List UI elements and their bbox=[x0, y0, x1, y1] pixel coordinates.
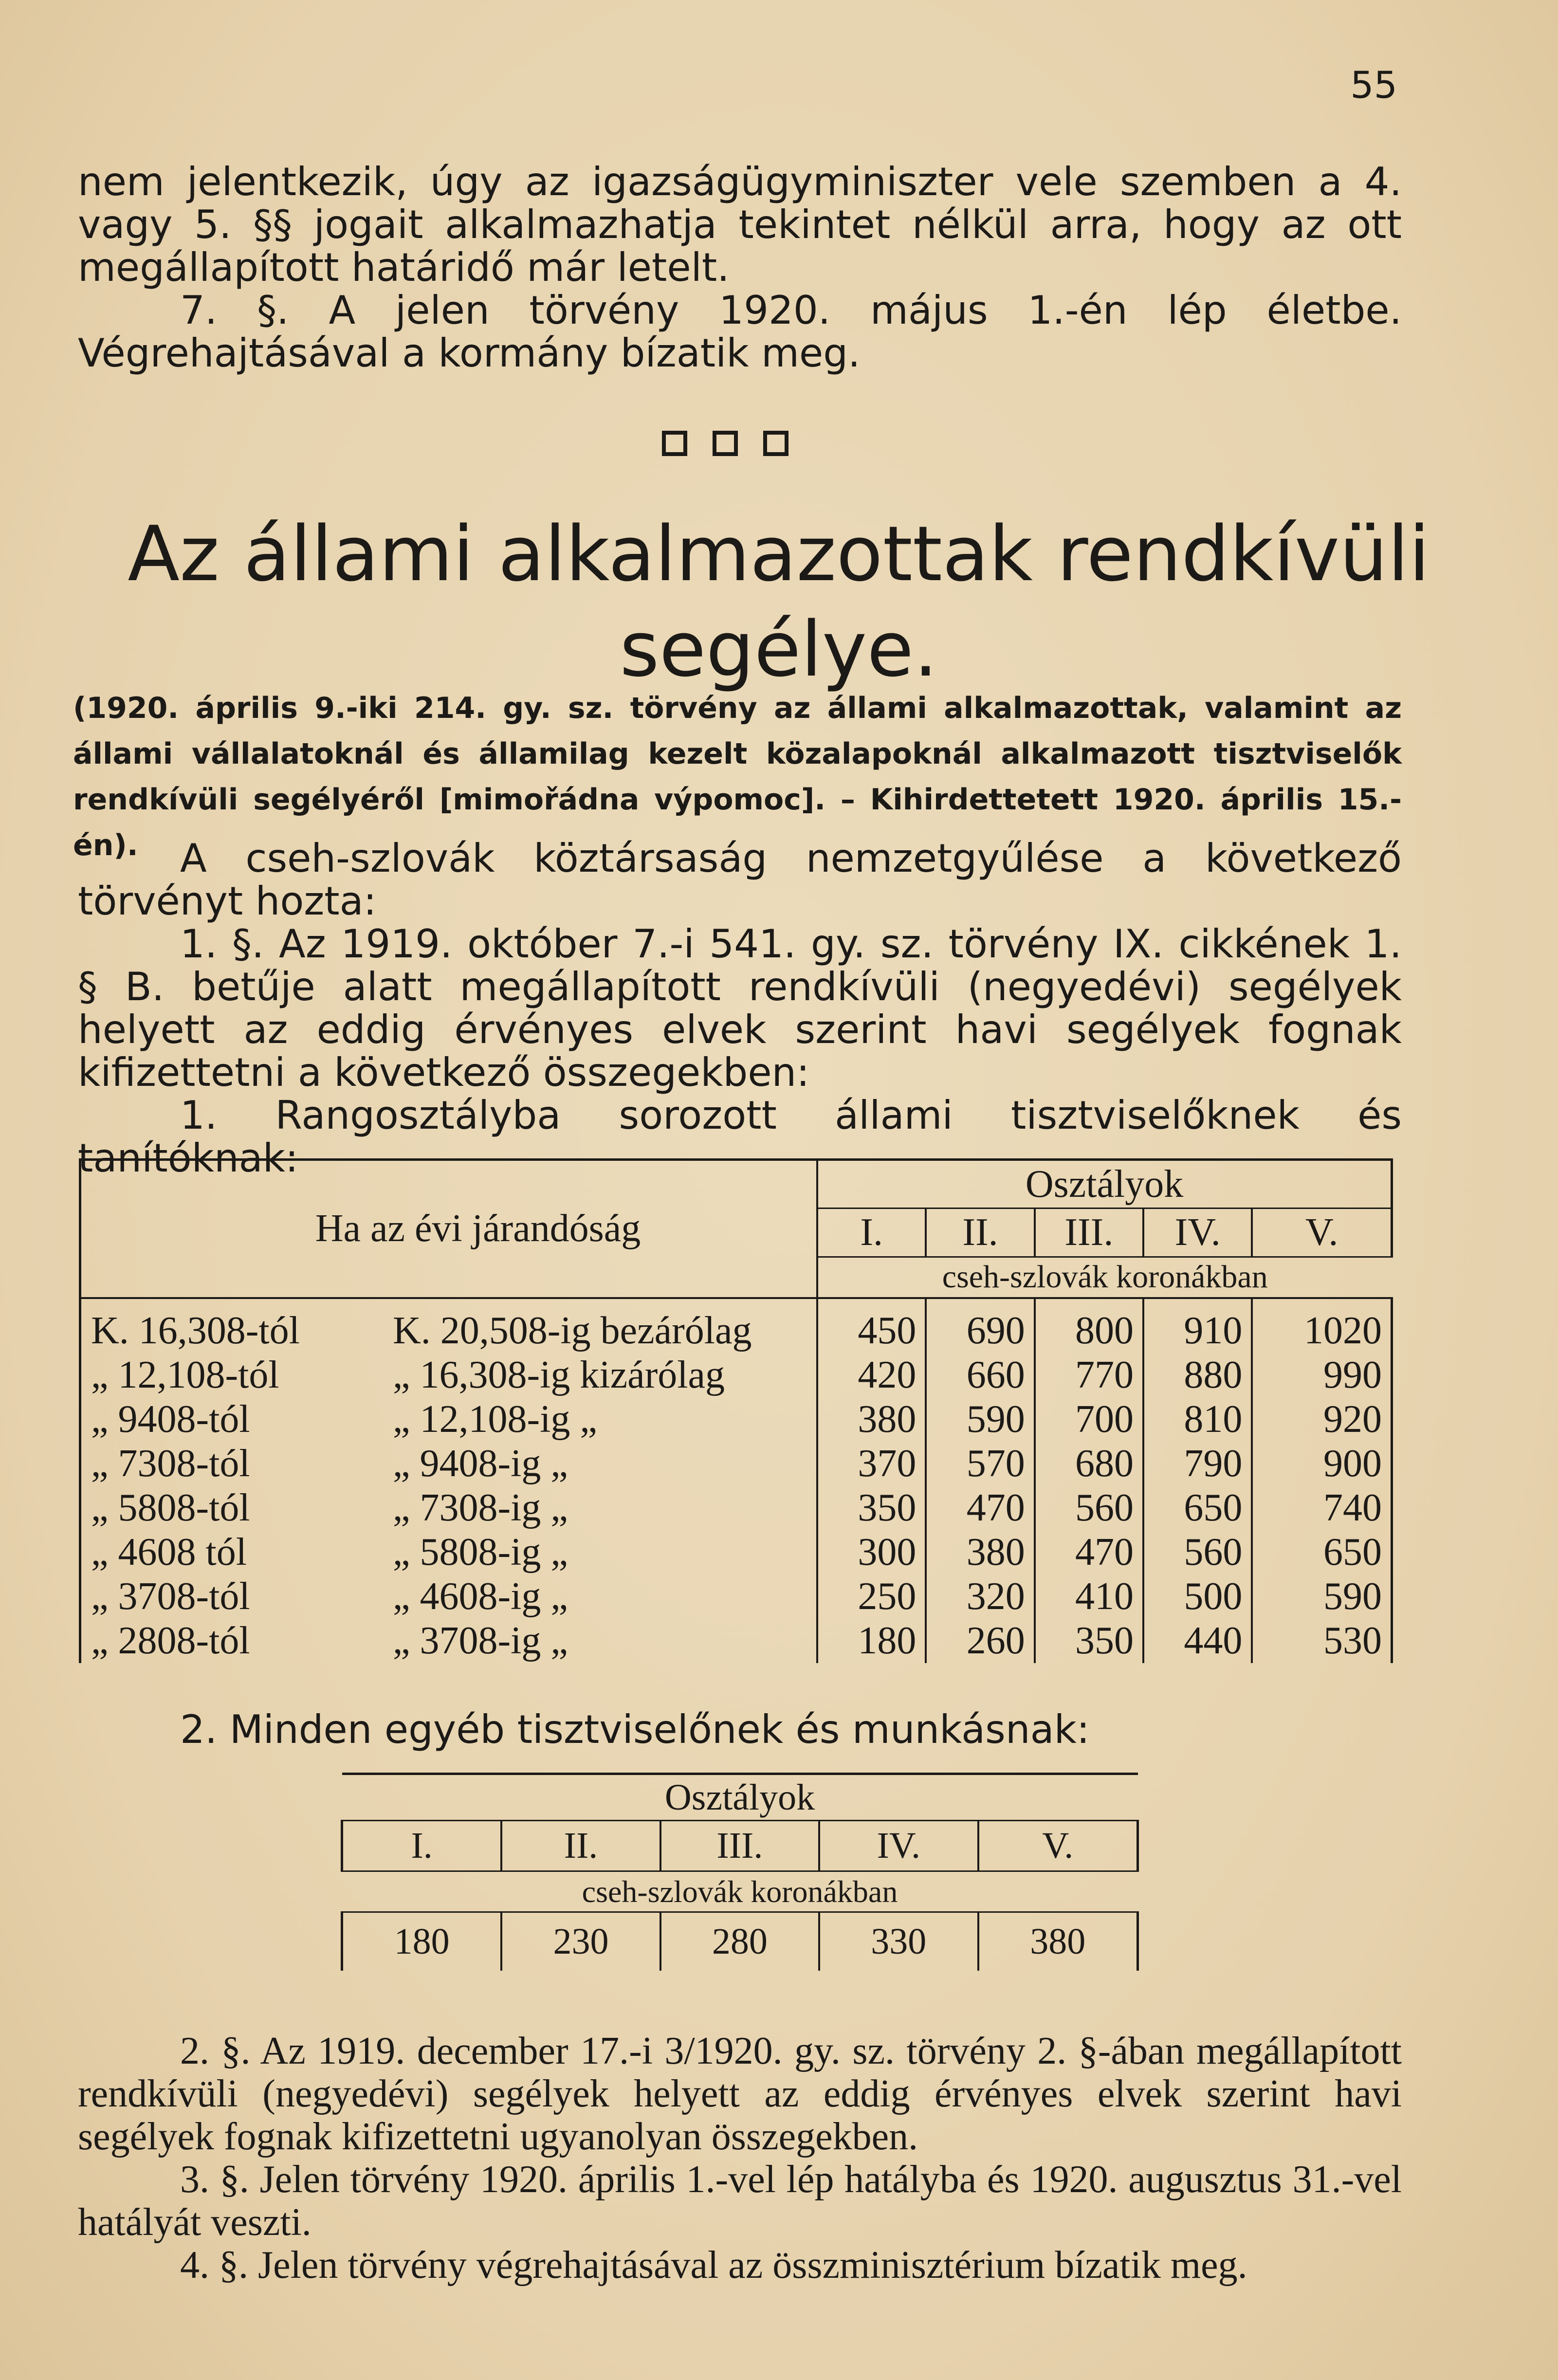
table1-cell: 740 bbox=[1252, 1486, 1392, 1530]
table1-row bbox=[80, 1530, 1392, 1574]
table1-cell: 800 bbox=[1035, 1298, 1143, 1353]
salary-table-ranked bbox=[79, 1158, 1393, 1663]
table1-cell: 380 bbox=[926, 1530, 1034, 1574]
table1-row bbox=[80, 1397, 1392, 1442]
table2-cell: 330 bbox=[819, 1912, 978, 1971]
table1-cell: 560 bbox=[1143, 1530, 1252, 1574]
table1-cell: 180 bbox=[817, 1619, 926, 1663]
table1-income-to: „ 3708-ig „ bbox=[393, 1619, 817, 1663]
table1-cell: 440 bbox=[1143, 1619, 1252, 1663]
table1-income-from: „ 9408-tól bbox=[80, 1397, 393, 1442]
ornament-square bbox=[713, 431, 738, 456]
closing-block bbox=[78, 2030, 1402, 2287]
table1-cell: 530 bbox=[1252, 1619, 1392, 1663]
table1-income-from: „ 5808-tól bbox=[80, 1486, 393, 1530]
table2-class-header: V. bbox=[978, 1821, 1138, 1871]
table1-cell: 880 bbox=[1143, 1353, 1252, 1397]
section-1-paragraph: 1. §. Az 1919. október 7.-i 541. gy. sz. törvény IX. cikkének 1. § B. betűje alatt megállapított rendkívüli (negyedévi) segélyek helyett az eddig érvényes elvek szerint havi segélyek fognak kifizettetni a következő összegekben: bbox=[78, 921, 1402, 1095]
table1-income-from: K. 16,308-tól bbox=[80, 1298, 393, 1353]
table1-unit: cseh-szlovák koronákban bbox=[817, 1257, 1392, 1298]
table1-cell: 260 bbox=[926, 1619, 1034, 1663]
table1-cell: 450 bbox=[817, 1298, 926, 1353]
table1-row bbox=[80, 1298, 1392, 1353]
table1-income-from: „ 3708-tól bbox=[80, 1574, 393, 1619]
table1-header-income: Ha az évi járandóság bbox=[80, 1160, 818, 1298]
table1-income-to: „ 12,108-ig „ bbox=[393, 1397, 817, 1442]
table1-cell: 350 bbox=[1035, 1619, 1143, 1663]
table2-caption: 2. Minden egyéb tisztviselőnek és munkásnak: bbox=[180, 1707, 1090, 1752]
table1-cell: 690 bbox=[926, 1298, 1034, 1353]
table1-cell: 370 bbox=[817, 1442, 926, 1486]
table1-income-to: K. 20,508-ig bezárólag bbox=[393, 1298, 817, 1353]
table1-cell: 470 bbox=[926, 1486, 1034, 1530]
table1-class-header: III. bbox=[1035, 1208, 1143, 1257]
table1-cell: 560 bbox=[1035, 1486, 1143, 1530]
table1-cell: 810 bbox=[1143, 1397, 1252, 1442]
table1-cell: 380 bbox=[817, 1397, 926, 1442]
table2-class-header: III. bbox=[660, 1821, 819, 1871]
table1-caption: 1. Rangosztályba sorozott állami tisztviselőknek és tanítóknak: bbox=[78, 1093, 1402, 1181]
table2-header-group: Osztályok bbox=[342, 1774, 1138, 1821]
table2-class-header: I. bbox=[342, 1821, 502, 1871]
table2-cell: 280 bbox=[660, 1912, 819, 1971]
preamble-paragraph: A cseh-szlovák köztársaság nemzetgyűlése a következő törvényt hozta: bbox=[78, 836, 1402, 924]
page-number: 55 bbox=[1350, 63, 1397, 107]
table1-cell: 650 bbox=[1252, 1530, 1392, 1574]
table1-cell: 910 bbox=[1143, 1298, 1252, 1353]
table1-cell: 770 bbox=[1035, 1353, 1143, 1397]
table1-income-from: „ 2808-tól bbox=[80, 1619, 393, 1663]
table1-cell: 990 bbox=[1252, 1353, 1392, 1397]
table1-cell: 1020 bbox=[1252, 1298, 1392, 1353]
section-7-paragraph: 7. §. A jelen törvény 1920. május 1.-én lép életbe. Végrehajtásával a kormány bízatik meg. bbox=[78, 288, 1402, 376]
title-line-1: Az állami alkalmazottak rendkívüli bbox=[128, 510, 1430, 598]
table1-cell: 650 bbox=[1143, 1486, 1252, 1530]
table2-cell: 230 bbox=[501, 1912, 660, 1971]
table2-class-header: II. bbox=[501, 1821, 660, 1871]
title-line-2: segélye. bbox=[620, 605, 938, 694]
table1-cell: 680 bbox=[1035, 1442, 1143, 1486]
table1-cell: 300 bbox=[817, 1530, 926, 1574]
table1-cell: 420 bbox=[817, 1353, 926, 1397]
table1-cell: 470 bbox=[1035, 1530, 1143, 1574]
table1-cell: 900 bbox=[1252, 1442, 1392, 1486]
body-block bbox=[78, 837, 1402, 1180]
table2-unit: cseh-szlovák koronákban bbox=[342, 1871, 1138, 1912]
intro-paragraph: nem jelentkezik, úgy az igazságügyminiszter vele szemben a 4. vagy 5. §§ jogait alkalmazhatja tekintet nélkül arra, hogy az ott megállapított határidő már letelt. bbox=[78, 159, 1402, 290]
table1-cell: 250 bbox=[817, 1574, 926, 1619]
table1-class-header: I. bbox=[817, 1208, 926, 1257]
article-title bbox=[78, 506, 1480, 697]
table2-class-header: IV. bbox=[819, 1821, 978, 1871]
table1-cell: 500 bbox=[1143, 1574, 1252, 1619]
table1-cell: 590 bbox=[1252, 1574, 1392, 1619]
table1-cell: 590 bbox=[926, 1397, 1034, 1442]
table1-class-header: II. bbox=[926, 1208, 1034, 1257]
table1-income-from: „ 7308-tól bbox=[80, 1442, 393, 1486]
salary-table-other bbox=[341, 1773, 1139, 1971]
table1-income-to: „ 4608-ig „ bbox=[393, 1574, 817, 1619]
section-2-paragraph: 2. §. Az 1919. december 17.-i 3/1920. gy. sz. törvény 2. §-ában megállapított rendkívüli (negyedévi) segélyek helyett az eddig érvényes elvek szerint havi segélyek fognak kifizettetni ugyanolyan összegekben. bbox=[78, 2030, 1402, 2158]
table1-cell: 920 bbox=[1252, 1397, 1392, 1442]
section-4-paragraph: 4. §. Jelen törvény végrehajtásával az összminisztérium bízatik meg. bbox=[180, 2244, 1247, 2287]
table1-cell: 350 bbox=[817, 1486, 926, 1530]
ornament-square bbox=[662, 431, 687, 456]
table1-cell: 660 bbox=[926, 1353, 1034, 1397]
article-subtitle: (1920. április 9.-iki 214. gy. sz. törvény az állami alkalmazottak, valamint az állami vállalatoknál és államilag kezelt közalapoknál alkalmazott tisztviselők rendkívüli segélyéről [mimořádna výpomoc]. – Kihirdettetett 1920. április 15.-én). bbox=[73, 691, 1402, 862]
ornament-square bbox=[763, 431, 788, 456]
table1-income-from: „ 4608 tól bbox=[80, 1530, 393, 1574]
table1-income-from: „ 12,108-tól bbox=[80, 1353, 393, 1397]
table1-row bbox=[80, 1353, 1392, 1397]
table1-income-to: „ 5808-ig „ bbox=[393, 1530, 817, 1574]
intro-block bbox=[78, 161, 1402, 375]
table1-income-to: „ 7308-ig „ bbox=[393, 1486, 817, 1530]
table1-header-group: Osztályok bbox=[817, 1160, 1392, 1208]
table2-cell: 380 bbox=[978, 1912, 1138, 1971]
table1-row bbox=[80, 1486, 1392, 1530]
table1-income-to: „ 16,308-ig kizárólag bbox=[393, 1353, 817, 1397]
table1-row bbox=[80, 1442, 1392, 1486]
table1-row bbox=[80, 1619, 1392, 1663]
section-3-paragraph: 3. §. Jelen törvény 1920. április 1.-vel lép hatályba és 1920. augusztus 31.-vel hatályát veszti. bbox=[78, 2158, 1402, 2244]
table2-caption-block bbox=[78, 1708, 1402, 1751]
table1-cell: 700 bbox=[1035, 1397, 1143, 1442]
table1-cell: 320 bbox=[926, 1574, 1034, 1619]
table1-cell: 790 bbox=[1143, 1442, 1252, 1486]
table1-class-header: IV. bbox=[1143, 1208, 1252, 1257]
table1-row bbox=[80, 1574, 1392, 1619]
table1-income-to: „ 9408-ig „ bbox=[393, 1442, 817, 1486]
table2-cell: 180 bbox=[342, 1912, 502, 1971]
table1-class-header: V. bbox=[1252, 1208, 1392, 1257]
table1-cell: 570 bbox=[926, 1442, 1034, 1486]
table1-cell: 410 bbox=[1035, 1574, 1143, 1619]
section-ornament bbox=[662, 431, 788, 456]
